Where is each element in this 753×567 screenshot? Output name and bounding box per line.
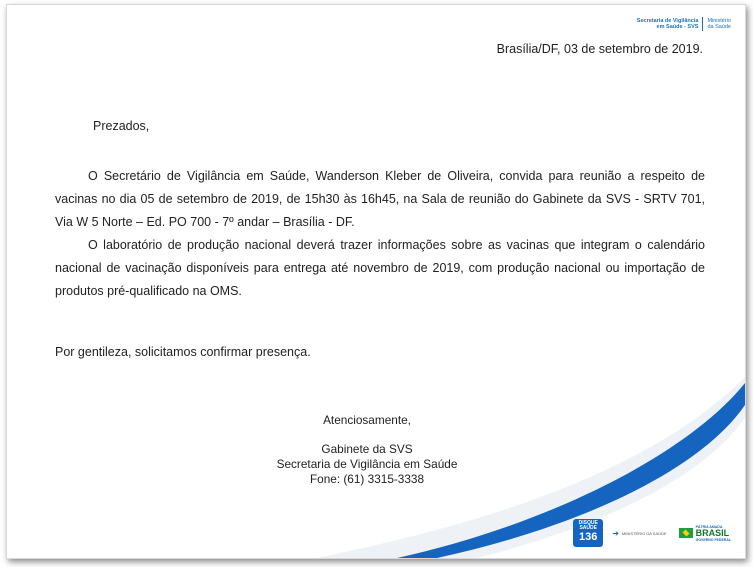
disque-saude-logo [573,519,603,547]
closing: Atenciosamente, [323,413,411,427]
ministry-badge [609,526,669,540]
brasil-subtitle: GOVERNO FEDERAL [695,537,731,542]
brasil-logo [676,526,734,540]
ministry-line-1: Ministério [707,17,731,24]
ministry-cross-icon: ➔ [612,528,619,538]
signature-secretariat: Secretaria de Vigilância em Saúde [276,457,458,471]
ministry-small-label: MINISTÉRIO DA SAÚDE [621,530,667,536]
letter-page [6,4,746,559]
brasil-wordmark: BRASIL [695,527,730,538]
greeting: Prezados, [93,119,150,133]
ministry-line-2: da Saúde [707,24,731,30]
disque-top: DISQUE [578,520,598,526]
paragraph-laboratory: O laboratório de produção nacional deverá trazer informações sobre as vacinas que integram o calendário nacional de vacinação disponíveis para entrega até novembro de 2019, com produção nacional ou importação de produtos pré-qualificado na OMS. [55,238,705,298]
signature-phone: Fone: (61) 3315-3338 [309,472,425,486]
signature-block [257,413,477,487]
footer-logos [573,519,734,547]
letter-date: Brasília/DF, 03 de setembro de 2019. [496,42,703,56]
paragraph-invitation: O Secretário de Vigilância em Saúde, Wanderson Kleber de Oliveira, convida para reunião a respeito de vacinas no dia 05 de setembro de 2019, de 15h30 às 16h45, na Sala de reunião do Gabinete da SVS - SRTV 701, Via W 5 Norte – Ed. PO 700 - 7º andar – Brasília - DF. [55,169,705,229]
letter-body [55,165,705,303]
logo-line-1: Secretaria de Vigilância [636,17,699,24]
signature-office: Gabinete da SVS [321,442,413,456]
disque-mid: SAÚDE [579,525,597,531]
svs-logo [637,17,731,31]
brazil-flag-icon [679,528,693,538]
brasil-tagline: PÁTRIA AMADA [695,524,723,529]
courtesy-request: Por gentileza, solicitamos confirmar presença. [55,345,311,359]
disque-number: 136 [579,531,598,543]
logo-divider [702,17,703,31]
logo-line-2: em Saúde - SVS [656,24,699,30]
